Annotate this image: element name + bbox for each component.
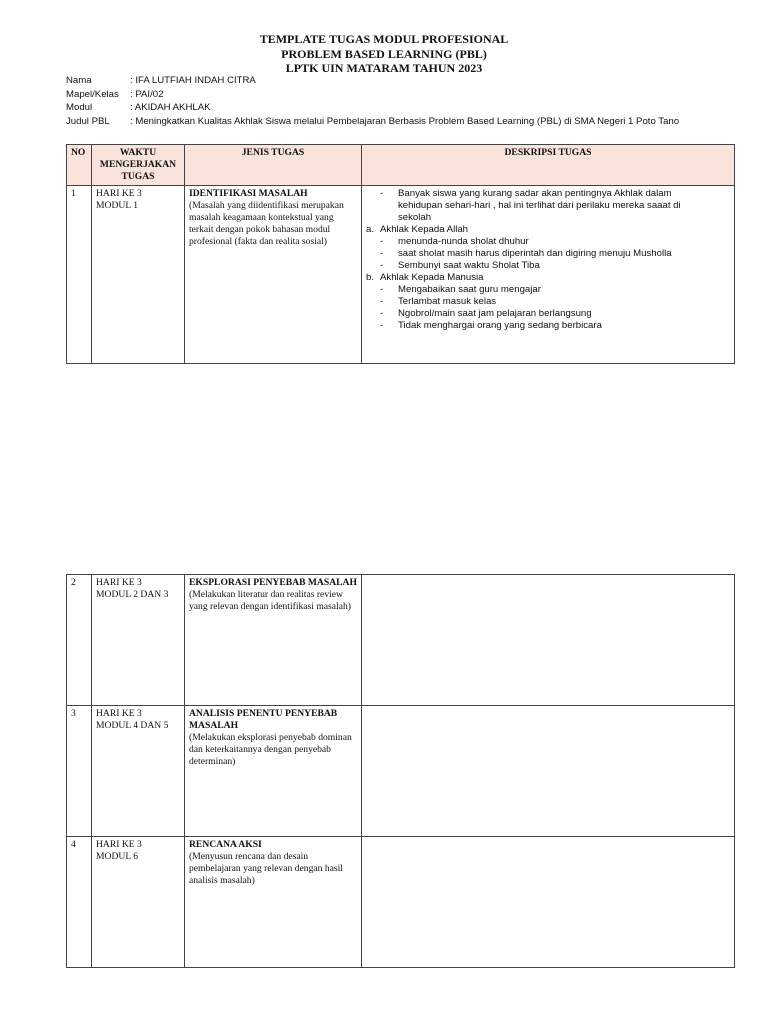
list-item-text: Tidak menghargai orang yang sedang berbicara [398,320,602,331]
row-jenis-tugas [185,706,362,837]
header-deskripsi-tugas: DESKRIPSI TUGAS [362,145,735,186]
alpha-marker: a. [366,224,375,235]
row-deskripsi [362,186,735,364]
list-item [366,308,730,320]
waktu-modul: MODUL 1 [96,200,139,211]
list-item-text: Sembunyi saat waktu Sholat Tiba [398,260,540,271]
meta-key: Mapel/Kelas [66,88,119,100]
desc-intro-text: Banyak siswa yang kurang sadar akan pentingnya Akhlak dalam [398,188,672,199]
row-jenis-tugas [185,837,362,968]
row-waktu [92,575,185,706]
dash-marker: - [380,308,384,319]
meta-row-nama [66,74,679,88]
list-item-text: saat sholat masih harus diperintah dan digiring menuju Musholla [398,248,672,259]
task-detail: (Menyusun rencana dan desain pembelajaran yang relevan dengan hasil analisis masalah) [189,851,343,886]
dash-marker: - [380,320,384,331]
row-no: 1 [67,186,92,364]
list-item-text: Ngobrol/main saat jam pelajaran berlangsung [398,308,592,319]
header-waktu-line: MENGERJAKAN [99,159,177,170]
meta-key: Judul PBL [66,115,110,127]
row-deskripsi-empty[interactable] [362,706,735,837]
dash-marker: - [380,188,384,199]
row-waktu [92,837,185,968]
list-item [366,260,730,272]
meta-value: : Meningkatkan Kualitas Akhlak Siswa melalui Pembelajaran Berbasis Problem Based Learning (PBL) di SMA Negeri 1 Poto Tano [130,115,680,127]
row-deskripsi-empty[interactable] [362,575,735,706]
row-no: 3 [67,706,92,837]
meta-row-mapel [66,88,679,102]
meta-key: Modul [66,102,93,113]
list-item [366,320,730,332]
document-title [0,32,768,76]
list-item-text: menunda-nunda sholat dhuhur [398,236,529,247]
task-title: EKSPLORASI PENYEBAB MASALAH [189,577,357,588]
dash-marker: - [380,248,384,259]
desc-section-label: Akhlak Kepada Allah [380,224,469,235]
row-no: 2 [67,575,92,706]
header-no: NO [67,145,92,186]
table-row [67,575,735,706]
list-item [366,296,730,308]
alpha-marker: b. [366,272,375,283]
desc-intro-cont: kehidupan sehari-hari , hal ini terlihat dari perilaku mereka saaat di [398,200,681,211]
dash-marker: - [380,284,384,295]
task-detail: (Masalah yang diidentifikasi merupakan masalah keagamaan kontekstual yang terkait dengan pokok bahasan modul profesional (fakta dan realita sosial) [189,200,344,247]
task-title: IDENTIFIKASI MASALAH [189,188,308,199]
meta-value: : IFA LUTFIAH INDAH CITRA [130,75,256,86]
desc-section-label: Akhlak Kepada Manusia [380,272,484,283]
desc-section-a [366,224,730,236]
list-item-text: Terlambat masuk kelas [398,296,497,307]
header-waktu-line: TUGAS [121,171,155,182]
desc-intro [366,188,730,200]
waktu-hari: HARI KE 3 [96,839,142,850]
task-title: RENCANA AKSI [189,839,262,850]
waktu-hari: HARI KE 3 [96,708,142,719]
meta-row-judul [66,115,679,129]
waktu-modul: MODUL 6 [96,851,139,862]
row-waktu [92,706,185,837]
task-table-part-1 [66,144,735,364]
meta-value: : AKIDAH AKHLAK [130,102,211,113]
desc-section-b [366,272,730,284]
desc-intro-cont: sekolah [398,212,432,223]
dash-marker: - [380,236,384,247]
list-item [366,284,730,296]
row-jenis-tugas [185,575,362,706]
table-row [67,837,735,968]
list-item-text: Mengabaikan saat guru mengajar [398,284,541,295]
row-jenis-tugas [185,186,362,364]
task-detail: (Melakukan literatur dan realitas review yang relevan dengan identifikasi masalah) [189,589,351,612]
task-detail: (Melakukan eksplorasi penyebab dominan dan keterkaitannya dengan penyebab determinan) [189,732,352,767]
waktu-modul: MODUL 4 DAN 5 [96,720,169,731]
dash-marker: - [380,296,384,307]
task-table-part-2 [66,574,735,968]
title-line-3: LPTK UIN MATARAM TAHUN 2023 [285,61,483,75]
table-row [67,186,735,364]
meta-key: Nama [66,75,92,86]
list-item [366,248,730,260]
table-row [67,706,735,837]
row-no: 4 [67,837,92,968]
meta-value: : PAI/02 [130,88,164,100]
row-deskripsi-empty[interactable] [362,837,735,968]
table-header-row [67,145,735,186]
header-waktu-line: WAKTU [119,147,157,158]
waktu-hari: HARI KE 3 [96,188,142,199]
row-waktu [92,186,185,364]
header-waktu [92,145,185,186]
meta-row-modul [66,101,679,115]
task-title: ANALISIS PENENTU PENYEBAB MASALAH [189,708,338,731]
title-line-2: PROBLEM BASED LEARNING (PBL) [281,46,487,61]
title-line-1: TEMPLATE TUGAS MODUL PROFESIONAL [259,32,509,46]
waktu-hari: HARI KE 3 [96,577,142,588]
waktu-modul: MODUL 2 DAN 3 [96,589,169,600]
list-item [366,236,730,248]
header-jenis-tugas: JENIS TUGAS [185,145,362,186]
identity-block [66,74,679,128]
dash-marker: - [380,260,384,271]
